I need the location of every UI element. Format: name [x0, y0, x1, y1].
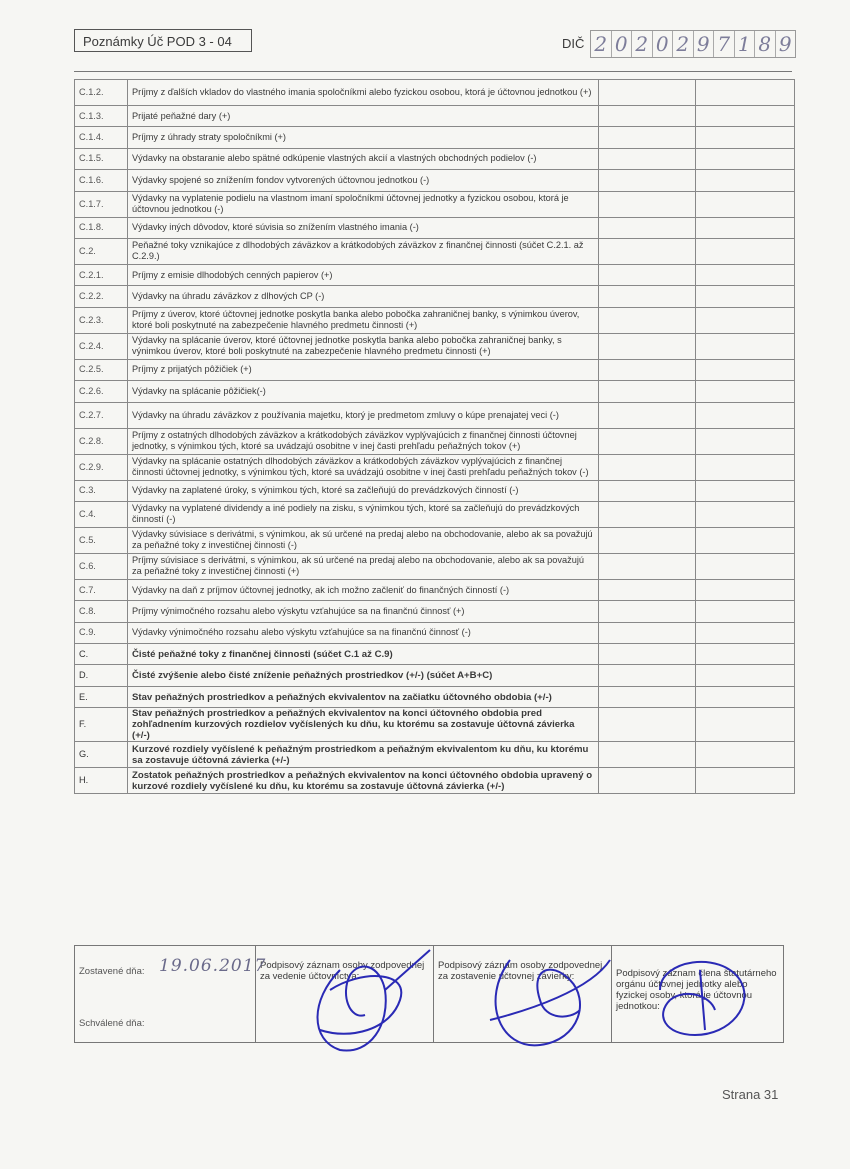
table-row: [75, 480, 795, 501]
current-period-cell: [599, 742, 696, 768]
previous-period-cell: [696, 601, 795, 622]
previous-period-cell: [696, 742, 795, 768]
current-period-cell: [599, 264, 696, 285]
table-row: [75, 553, 795, 579]
row-code: C.2.2.: [75, 286, 128, 307]
row-code: C.2.4.: [75, 333, 128, 359]
table-row: [75, 359, 795, 380]
row-code: C.2.9.: [75, 454, 128, 480]
current-period-cell: [599, 622, 696, 643]
previous-period-cell: [696, 402, 795, 428]
document-title: Poznámky Úč POD 3 - 04: [74, 29, 252, 52]
previous-period-cell: [696, 665, 795, 686]
current-period-cell: [599, 480, 696, 501]
dic-digit: 9: [694, 31, 715, 57]
current-period-cell: [599, 191, 696, 217]
row-description: Príjmy z úverov, ktoré účtovnej jednotke poskytla banka alebo pobočka zahraničnej banky, s výnimkou úverov, ktoré boli poskytnuté na zabezpečenie hlavného predmetu činnosti (+): [128, 307, 599, 333]
row-code: C.6.: [75, 553, 128, 579]
table-row: [75, 402, 795, 428]
row-code: C.: [75, 644, 128, 665]
previous-period-cell: [696, 622, 795, 643]
previous-period-cell: [696, 527, 795, 553]
table-row: [75, 742, 795, 768]
row-description: Príjmy z ďalších vkladov do vlastného imania spoločníkmi alebo fyzickou osobou, ktorá je účtovnou jednotkou (+): [128, 80, 599, 106]
row-code: C.1.3.: [75, 106, 128, 127]
previous-period-cell: [696, 307, 795, 333]
table-row: [75, 264, 795, 285]
dic-digit: 8: [755, 31, 776, 57]
signature-statement-label: Podpisový záznam osoby zodpovednej za zostavenie účtovnej závierky:: [438, 960, 603, 982]
current-period-cell: [599, 238, 696, 264]
row-description: Prijaté peňažné dary (+): [128, 106, 599, 127]
table-row: [75, 106, 795, 127]
header-divider: [74, 71, 792, 72]
handwritten-signature-1: [290, 930, 440, 1070]
table-row: [75, 686, 795, 707]
row-code: G.: [75, 742, 128, 768]
row-description: Výdavky súvisiace s derivátmi, s výnimkou, ak sú určené na predaj alebo na obchodovanie, alebo ak sa považujú za peňažné toky z investičnej činnosti (-): [128, 527, 599, 553]
row-description: Príjmy výnimočného rozsahu alebo výskytu vzťahujúce sa na finančnú činnosť (+): [128, 601, 599, 622]
row-description: Výdavky iných dôvodov, ktoré súvisia so znížením vlastného imania (-): [128, 217, 599, 238]
previous-period-cell: [696, 238, 795, 264]
current-period-cell: [599, 286, 696, 307]
row-code: C.2.: [75, 238, 128, 264]
page-number: Strana 31: [722, 1087, 779, 1102]
current-period-cell: [599, 428, 696, 454]
previous-period-cell: [696, 579, 795, 600]
row-description: Stav peňažných prostriedkov a peňažných ekvivalentov na začiatku účtovného obdobia (+/-): [128, 686, 599, 707]
table-row: [75, 601, 795, 622]
row-code: C.2.8.: [75, 428, 128, 454]
created-date: 19.06.2017: [159, 956, 267, 976]
previous-period-cell: [696, 553, 795, 579]
table-row: [75, 708, 795, 742]
row-code: C.1.2.: [75, 80, 128, 106]
row-description: Zostatok peňažných prostriedkov a peňažných ekvivalentov na konci účtovného obdobia upravený o kurzové rozdiely vyčíslené ku dňu, ku ktorému sa zostavuje účtovná závierka (+/-): [128, 768, 599, 794]
dic-digit: 0: [612, 31, 633, 57]
table-row: [75, 333, 795, 359]
created-label: Zostavené dňa:: [79, 966, 145, 977]
current-period-cell: [599, 553, 696, 579]
approved-label: Schválené dňa:: [79, 1018, 145, 1029]
row-description: Výdavky na daň z príjmov účtovnej jednotky, ak ich možno začleniť do finančných činností (-): [128, 579, 599, 600]
row-code: C.2.3.: [75, 307, 128, 333]
row-description: Výdavky na vyplatenie podielu na vlastnom imaní spoločníkmi účtovnej jednotky a fyzickou osobou, ktorá je účtovnou jednotkou (-): [128, 191, 599, 217]
previous-period-cell: [696, 170, 795, 191]
row-code: C.4.: [75, 501, 128, 527]
previous-period-cell: [696, 381, 795, 402]
previous-period-cell: [696, 191, 795, 217]
row-description: Príjmy súvisiace s derivátmi, s výnimkou, ak sú určené na predaj alebo na obchodovanie, alebo ak sa považujú za peňažné toky z investičnej činnosti (+): [128, 553, 599, 579]
previous-period-cell: [696, 333, 795, 359]
table-row: [75, 665, 795, 686]
table-row: [75, 622, 795, 643]
table-row: [75, 148, 795, 169]
row-code: C.7.: [75, 579, 128, 600]
table-row: [75, 286, 795, 307]
previous-period-cell: [696, 148, 795, 169]
row-description: Výdavky na úhradu záväzkov z dlhových CP (-): [128, 286, 599, 307]
current-period-cell: [599, 217, 696, 238]
row-description: Výdavky na vyplatené dividendy a iné podiely na zisku, s výnimkou tých, ktoré sa začleňujú do prevádzkových činností (-): [128, 501, 599, 527]
row-description: Výdavky spojené so znížením fondov vytvorených účtovnou jednotkou (-): [128, 170, 599, 191]
row-code: D.: [75, 665, 128, 686]
row-code: C.2.5.: [75, 359, 128, 380]
row-code: F.: [75, 708, 128, 742]
table-row: [75, 644, 795, 665]
previous-period-cell: [696, 454, 795, 480]
handwritten-signature-3: [640, 940, 760, 1050]
table-row: [75, 307, 795, 333]
previous-period-cell: [696, 480, 795, 501]
row-description: Výdavky na splácanie úverov, ktoré účtovnej jednotke poskytla banka alebo pobočka zahraničnej banky, s výnimkou úverov, ktoré boli poskytnuté na zabezpečenie hlavného predmetu činnosti (+): [128, 333, 599, 359]
table-row: [75, 501, 795, 527]
table-row: [75, 428, 795, 454]
dic-digit: 0: [653, 31, 674, 57]
row-description: Čisté zvýšenie alebo čisté zníženie peňažných prostriedkov (+/-) (súčet A+B+C): [128, 665, 599, 686]
row-description: Stav peňažných prostriedkov a peňažných ekvivalentov na konci účtovného obdobia pred zohľadnením kurzových rozdielov vyčíslených ku dňu, ku ktorému sa zostavuje účtovná závierka (+/-): [128, 708, 599, 742]
current-period-cell: [599, 127, 696, 148]
row-description: Príjmy z úhrady straty spoločníkmi (+): [128, 127, 599, 148]
row-code: C.1.5.: [75, 148, 128, 169]
row-description: Výdavky na obstaranie alebo spätné odkúpenie vlastných akcií a vlastných obchodných podielov (-): [128, 148, 599, 169]
row-code: C.1.7.: [75, 191, 128, 217]
previous-period-cell: [696, 428, 795, 454]
row-description: Príjmy z emisie dlhodobých cenných papierov (+): [128, 264, 599, 285]
signature-accounting-label: Podpisový záznam osoby zodpovednej za vedenie účtovníctva:: [260, 960, 425, 982]
row-description: Peňažné toky vznikajúce z dlhodobých záväzkov a krátkodobých záväzkov z finančnej činnosti (súčet C.2.1. až C.2.9.): [128, 238, 599, 264]
row-code: C.3.: [75, 480, 128, 501]
previous-period-cell: [696, 501, 795, 527]
row-code: E.: [75, 686, 128, 707]
current-period-cell: [599, 402, 696, 428]
table-row: [75, 80, 795, 106]
row-code: C.1.4.: [75, 127, 128, 148]
row-code: C.1.8.: [75, 217, 128, 238]
row-description: Výdavky na úhradu záväzkov z používania majetku, ktorý je predmetom zmluvy o kúpe prenajatej veci (-): [128, 402, 599, 428]
current-period-cell: [599, 579, 696, 600]
current-period-cell: [599, 644, 696, 665]
row-code: C.5.: [75, 527, 128, 553]
row-description: Kurzové rozdiely vyčíslené k peňažným prostriedkom a peňažným ekvivalentom ku dňu, ku ktorému sa zostavuje účtovná závierka (+/-): [128, 742, 599, 768]
table-row: [75, 191, 795, 217]
dic-digit: 9: [778, 32, 792, 56]
current-period-cell: [599, 454, 696, 480]
dic-digit: 7: [714, 31, 735, 57]
previous-period-cell: [696, 217, 795, 238]
row-description: Príjmy z prijatých pôžičiek (+): [128, 359, 599, 380]
table-row: [75, 170, 795, 191]
previous-period-cell: [696, 106, 795, 127]
dic-digit: 2: [673, 31, 694, 57]
previous-period-cell: [696, 708, 795, 742]
previous-period-cell: [696, 80, 795, 106]
table-row: [75, 238, 795, 264]
row-code: C.2.1.: [75, 264, 128, 285]
table-row: [75, 127, 795, 148]
previous-period-cell: [696, 264, 795, 285]
previous-period-cell: [696, 768, 795, 794]
table-row: [75, 217, 795, 238]
current-period-cell: [599, 601, 696, 622]
row-code: C.8.: [75, 601, 128, 622]
current-period-cell: [599, 768, 696, 794]
table-row: [75, 768, 795, 794]
signature-statutory-label: Podpisový záznam člena štatutárneho orgánu účtovnej jednotky alebo fyzickej osoby, ktorá je účtovnou jednotkou:: [616, 968, 777, 1012]
row-code: C.9.: [75, 622, 128, 643]
current-period-cell: [599, 170, 696, 191]
dic-label: DIČ: [562, 36, 585, 51]
current-period-cell: [599, 501, 696, 527]
previous-period-cell: [696, 686, 795, 707]
row-description: Príjmy z ostatných dlhodobých záväzkov a krátkodobých záväzkov vyplývajúcich z finančnej činnosti účtovnej jednotky, s výnimkou tých, ktoré sa uvádzajú osobitne v inej časti prehľadu peňažných tokov (+): [128, 428, 599, 454]
dic-digit: 1: [735, 31, 756, 57]
row-description: Výdavky na splácanie ostatných dlhodobých záväzkov a krátkodobých záväzkov vyplývajúcich z finančnej činnosti účtovnej jednotky, s výnimkou tých, ktoré sa uvádzajú osobitne v inej časti prehľadu peňažných tokov (-): [128, 454, 599, 480]
row-code: C.2.7.: [75, 402, 128, 428]
current-period-cell: [599, 307, 696, 333]
current-period-cell: [599, 333, 696, 359]
current-period-cell: [599, 148, 696, 169]
table-row: [75, 527, 795, 553]
row-code: C.1.6.: [75, 170, 128, 191]
dic-digit: 2: [591, 31, 612, 57]
table-row: [75, 381, 795, 402]
previous-period-cell: [696, 286, 795, 307]
current-period-cell: [599, 665, 696, 686]
row-description: Výdavky na zaplatené úroky, s výnimkou tých, ktoré sa začleňujú do prevádzkových činností (-): [128, 480, 599, 501]
row-description: Čisté peňažné toky z finančnej činnosti (súčet C.1 až C.9): [128, 644, 599, 665]
previous-period-cell: [696, 359, 795, 380]
dates-cell: [75, 946, 267, 1042]
table-row: [75, 579, 795, 600]
current-period-cell: [599, 381, 696, 402]
row-code: H.: [75, 768, 128, 794]
current-period-cell: [599, 359, 696, 380]
current-period-cell: [599, 686, 696, 707]
current-period-cell: [599, 106, 696, 127]
dic-digit: 2: [632, 31, 653, 57]
handwritten-signature-2: [470, 930, 620, 1070]
row-description: Výdavky na splácanie pôžičiek(-): [128, 381, 599, 402]
previous-period-cell: [696, 644, 795, 665]
row-code: C.2.6.: [75, 381, 128, 402]
row-description: Výdavky výnimočného rozsahu alebo výskytu vzťahujúce sa na finančnú činnosť (-): [128, 622, 599, 643]
previous-period-cell: [696, 127, 795, 148]
cash-flow-table: [74, 79, 795, 794]
dic-field: [590, 30, 796, 58]
current-period-cell: [599, 708, 696, 742]
current-period-cell: [599, 527, 696, 553]
current-period-cell: [599, 80, 696, 106]
table-row: [75, 454, 795, 480]
